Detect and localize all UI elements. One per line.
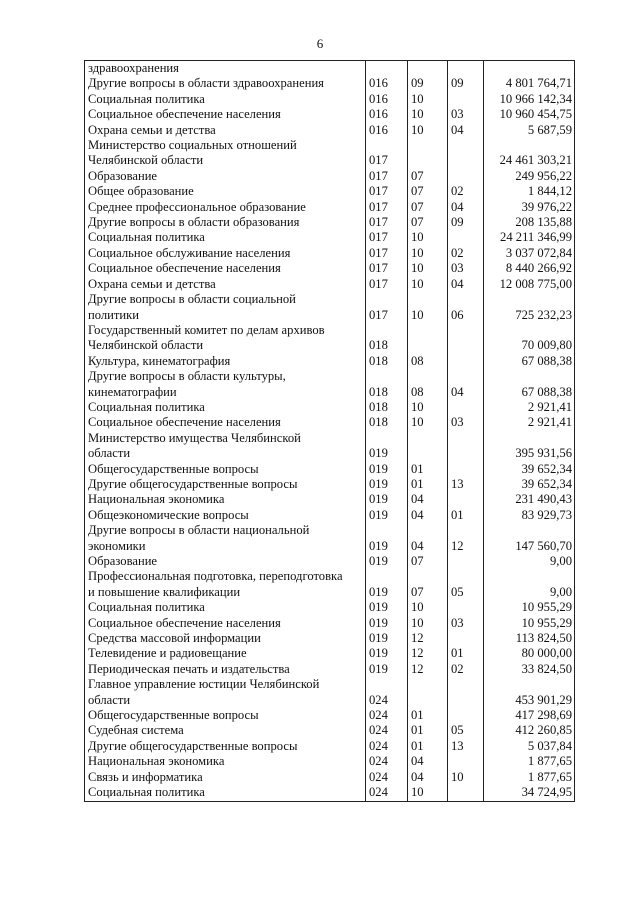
amount: 147 560,70 bbox=[484, 523, 575, 554]
amount: 9,00 bbox=[484, 569, 575, 600]
department-code: 019 bbox=[366, 569, 408, 600]
table-row bbox=[85, 123, 575, 138]
row-name bbox=[85, 169, 366, 184]
subsection-code bbox=[448, 230, 484, 245]
department-code: 019 bbox=[366, 492, 408, 507]
department-code: 016 bbox=[366, 76, 408, 91]
subsection-code bbox=[448, 61, 484, 77]
row-name-line: Образование bbox=[88, 168, 158, 183]
amount: 2 921,41 bbox=[484, 400, 575, 415]
section-code: 04 bbox=[408, 492, 448, 507]
row-name bbox=[85, 369, 366, 400]
row-name bbox=[85, 230, 366, 245]
department-code: 024 bbox=[366, 708, 408, 723]
section-code bbox=[408, 323, 448, 354]
subsection-code bbox=[448, 631, 484, 646]
amount: 412 260,85 bbox=[484, 723, 575, 738]
row-name bbox=[85, 92, 366, 107]
row-name bbox=[85, 708, 366, 723]
table-row bbox=[85, 354, 575, 369]
row-name-line: Периодическая печать и издательства bbox=[88, 661, 290, 676]
table-row bbox=[85, 415, 575, 430]
amount: 12 008 775,00 bbox=[484, 277, 575, 292]
section-code: 01 bbox=[408, 708, 448, 723]
row-name bbox=[85, 770, 366, 785]
row-name bbox=[85, 462, 366, 477]
row-name bbox=[85, 76, 366, 91]
subsection-code: 09 bbox=[448, 76, 484, 91]
row-name-line: Судебная система bbox=[88, 723, 184, 738]
row-name bbox=[85, 616, 366, 631]
department-code: 017 bbox=[366, 230, 408, 245]
subsection-code: 02 bbox=[448, 184, 484, 199]
table-row bbox=[85, 369, 575, 400]
table-row bbox=[85, 477, 575, 492]
department-code: 018 bbox=[366, 415, 408, 430]
amount: 67 088,38 bbox=[484, 354, 575, 369]
row-name-line: Общегосударственные вопросы bbox=[88, 461, 259, 476]
row-name-line: области bbox=[88, 446, 131, 461]
subsection-code: 13 bbox=[448, 477, 484, 492]
table-row bbox=[85, 462, 575, 477]
row-name bbox=[85, 292, 366, 323]
row-name-line: Социальная политика bbox=[88, 600, 205, 615]
row-name bbox=[85, 739, 366, 754]
department-code: 024 bbox=[366, 723, 408, 738]
table-row bbox=[85, 184, 575, 199]
amount: 33 824,50 bbox=[484, 662, 575, 677]
row-name bbox=[85, 662, 366, 677]
table-row bbox=[85, 431, 575, 462]
row-name bbox=[85, 415, 366, 430]
department-code: 019 bbox=[366, 523, 408, 554]
table-row bbox=[85, 292, 575, 323]
table-row bbox=[85, 107, 575, 122]
department-code: 024 bbox=[366, 785, 408, 801]
row-name bbox=[85, 215, 366, 230]
amount: 1 877,65 bbox=[484, 770, 575, 785]
section-code: 01 bbox=[408, 739, 448, 754]
row-name-line: Профессиональная подготовка, переподготовка bbox=[88, 569, 343, 584]
section-code: 04 bbox=[408, 523, 448, 554]
row-name-line: Образование bbox=[88, 554, 158, 568]
table-row bbox=[85, 754, 575, 769]
amount: 417 298,69 bbox=[484, 708, 575, 723]
subsection-code: 03 bbox=[448, 616, 484, 631]
subsection-code: 13 bbox=[448, 739, 484, 754]
department-code: 019 bbox=[366, 662, 408, 677]
row-name-line: Общегосударственные вопросы bbox=[88, 708, 259, 723]
section-code: 10 bbox=[408, 616, 448, 631]
row-name bbox=[85, 261, 366, 276]
department-code: 019 bbox=[366, 477, 408, 492]
row-name-line: Социальное обеспечение населения bbox=[88, 107, 281, 122]
subsection-code bbox=[448, 138, 484, 169]
section-code: 07 bbox=[408, 569, 448, 600]
table-row bbox=[85, 708, 575, 723]
row-name bbox=[85, 677, 366, 708]
subsection-code: 09 bbox=[448, 215, 484, 230]
department-code: 017 bbox=[366, 261, 408, 276]
table-row bbox=[85, 677, 575, 708]
row-name-line: Социальная политика bbox=[88, 91, 205, 106]
amount: 80 000,00 bbox=[484, 646, 575, 661]
section-code: 12 bbox=[408, 646, 448, 661]
row-name bbox=[85, 431, 366, 462]
row-name bbox=[85, 754, 366, 769]
amount: 8 440 266,92 bbox=[484, 261, 575, 276]
table-row bbox=[85, 400, 575, 415]
subsection-code bbox=[448, 462, 484, 477]
table-row bbox=[85, 230, 575, 245]
subsection-code bbox=[448, 785, 484, 801]
row-name-line: Другие вопросы в области культуры, bbox=[88, 369, 286, 384]
department-code: 017 bbox=[366, 200, 408, 215]
department-code: 019 bbox=[366, 462, 408, 477]
row-name-line: Главное управление юстиции Челябинской bbox=[88, 677, 320, 692]
row-name bbox=[85, 600, 366, 615]
amount: 395 931,56 bbox=[484, 431, 575, 462]
section-code: 07 bbox=[408, 169, 448, 184]
amount: 24 461 303,21 bbox=[484, 138, 575, 169]
row-name-line: Другие вопросы в области здравоохранения bbox=[88, 76, 324, 91]
section-code: 04 bbox=[408, 754, 448, 769]
row-name bbox=[85, 523, 366, 554]
department-code: 017 bbox=[366, 246, 408, 261]
amount: 231 490,43 bbox=[484, 492, 575, 507]
row-name-line: Государственный комитет по делам архивов bbox=[88, 322, 325, 337]
row-name-line: экономики bbox=[88, 538, 146, 553]
department-code: 016 bbox=[366, 92, 408, 107]
amount: 5 687,59 bbox=[484, 123, 575, 138]
subsection-code: 01 bbox=[448, 646, 484, 661]
row-name-line: Средства массовой информации bbox=[88, 631, 261, 646]
section-code bbox=[408, 431, 448, 462]
row-name-line: Социальное обеспечение населения bbox=[88, 261, 281, 276]
section-code: 10 bbox=[408, 400, 448, 415]
section-code bbox=[408, 61, 448, 77]
amount: 24 211 346,99 bbox=[484, 230, 575, 245]
row-name bbox=[85, 646, 366, 661]
row-name-line: Культура, кинематография bbox=[88, 353, 231, 368]
table-row bbox=[85, 785, 575, 801]
row-name-line: Другие общегосударственные вопросы bbox=[88, 738, 298, 753]
table-row bbox=[85, 600, 575, 615]
row-name-line: Связь и информатика bbox=[88, 769, 203, 784]
table-row bbox=[85, 169, 575, 184]
department-code: 024 bbox=[366, 739, 408, 754]
amount: 1 877,65 bbox=[484, 754, 575, 769]
department-code: 017 bbox=[366, 184, 408, 199]
row-name-line: Социальная политика bbox=[88, 399, 205, 414]
amount bbox=[484, 61, 575, 77]
department-code: 016 bbox=[366, 123, 408, 138]
amount: 67 088,38 bbox=[484, 369, 575, 400]
table-row bbox=[85, 739, 575, 754]
table-row bbox=[85, 508, 575, 523]
amount: 70 009,80 bbox=[484, 323, 575, 354]
row-name-line: Национальная экономика bbox=[88, 492, 225, 507]
department-code: 018 bbox=[366, 369, 408, 400]
table-row bbox=[85, 323, 575, 354]
amount: 3 037 072,84 bbox=[484, 246, 575, 261]
table-row bbox=[85, 138, 575, 169]
subsection-code: 12 bbox=[448, 523, 484, 554]
table-row bbox=[85, 492, 575, 507]
department-code: 017 bbox=[366, 292, 408, 323]
row-name-line: Социальное обслуживание населения bbox=[88, 245, 291, 260]
subsection-code: 03 bbox=[448, 107, 484, 122]
department-code: 024 bbox=[366, 677, 408, 708]
section-code: 09 bbox=[408, 76, 448, 91]
row-name-line: Другие общегосударственные вопросы bbox=[88, 476, 298, 491]
row-name bbox=[85, 569, 366, 600]
department-code: 019 bbox=[366, 508, 408, 523]
row-name bbox=[85, 200, 366, 215]
row-name-line: здравоохранения bbox=[88, 61, 179, 75]
subsection-code: 04 bbox=[448, 200, 484, 215]
subsection-code bbox=[448, 708, 484, 723]
department-code: 024 bbox=[366, 754, 408, 769]
section-code: 01 bbox=[408, 462, 448, 477]
department-code: 017 bbox=[366, 277, 408, 292]
row-name-line: Челябинской области bbox=[88, 338, 204, 353]
section-code: 08 bbox=[408, 369, 448, 400]
amount: 10 966 142,34 bbox=[484, 92, 575, 107]
amount: 113 824,50 bbox=[484, 631, 575, 646]
budget-table-body bbox=[85, 61, 575, 802]
row-name-line: Среднее профессиональное образование bbox=[88, 199, 306, 214]
table-row bbox=[85, 662, 575, 677]
row-name bbox=[85, 554, 366, 569]
section-code bbox=[408, 138, 448, 169]
amount: 83 929,73 bbox=[484, 508, 575, 523]
amount: 249 956,22 bbox=[484, 169, 575, 184]
subsection-code: 02 bbox=[448, 246, 484, 261]
amount: 5 037,84 bbox=[484, 739, 575, 754]
subsection-code bbox=[448, 677, 484, 708]
row-name-line: Министерство имущества Челябинской bbox=[88, 430, 301, 445]
row-name-line: Охрана семьи и детства bbox=[88, 276, 216, 291]
subsection-code bbox=[448, 431, 484, 462]
subsection-code bbox=[448, 754, 484, 769]
amount: 4 801 764,71 bbox=[484, 76, 575, 91]
section-code: 10 bbox=[408, 277, 448, 292]
section-code: 10 bbox=[408, 123, 448, 138]
row-name-line: Социальное обеспечение населения bbox=[88, 415, 281, 430]
amount: 34 724,95 bbox=[484, 785, 575, 801]
table-row bbox=[85, 723, 575, 738]
section-code bbox=[408, 677, 448, 708]
section-code: 12 bbox=[408, 662, 448, 677]
table-row bbox=[85, 246, 575, 261]
amount: 2 921,41 bbox=[484, 415, 575, 430]
section-code: 10 bbox=[408, 261, 448, 276]
row-name bbox=[85, 723, 366, 738]
table-row bbox=[85, 277, 575, 292]
department-code: 019 bbox=[366, 646, 408, 661]
section-code: 04 bbox=[408, 770, 448, 785]
amount: 10 960 454,75 bbox=[484, 107, 575, 122]
table-row bbox=[85, 76, 575, 91]
amount: 39 652,34 bbox=[484, 462, 575, 477]
section-code: 01 bbox=[408, 723, 448, 738]
subsection-code: 05 bbox=[448, 569, 484, 600]
row-name-line: Социальное обеспечение населения bbox=[88, 615, 281, 630]
table-row bbox=[85, 200, 575, 215]
subsection-code: 03 bbox=[448, 261, 484, 276]
amount: 39 652,34 bbox=[484, 477, 575, 492]
row-name bbox=[85, 107, 366, 122]
department-code: 017 bbox=[366, 169, 408, 184]
subsection-code bbox=[448, 492, 484, 507]
amount: 9,00 bbox=[484, 554, 575, 569]
subsection-code: 05 bbox=[448, 723, 484, 738]
section-code: 04 bbox=[408, 508, 448, 523]
department-code: 019 bbox=[366, 431, 408, 462]
row-name-line: Челябинской области bbox=[88, 153, 204, 168]
table-row bbox=[85, 616, 575, 631]
subsection-code: 02 bbox=[448, 662, 484, 677]
table-row bbox=[85, 61, 575, 77]
amount: 208 135,88 bbox=[484, 215, 575, 230]
department-code: 016 bbox=[366, 107, 408, 122]
subsection-code: 01 bbox=[448, 508, 484, 523]
department-code bbox=[366, 61, 408, 77]
section-code: 10 bbox=[408, 600, 448, 615]
row-name-line: Социальная политика bbox=[88, 230, 205, 245]
section-code: 12 bbox=[408, 631, 448, 646]
table-row bbox=[85, 646, 575, 661]
department-code: 017 bbox=[366, 138, 408, 169]
table-row bbox=[85, 92, 575, 107]
section-code: 10 bbox=[408, 92, 448, 107]
subsection-code bbox=[448, 554, 484, 569]
amount: 10 955,29 bbox=[484, 600, 575, 615]
subsection-code: 06 bbox=[448, 292, 484, 323]
department-code: 018 bbox=[366, 354, 408, 369]
amount: 1 844,12 bbox=[484, 184, 575, 199]
amount: 453 901,29 bbox=[484, 677, 575, 708]
amount: 10 955,29 bbox=[484, 616, 575, 631]
row-name bbox=[85, 61, 366, 77]
row-name-line: Другие вопросы в области социальной bbox=[88, 292, 296, 307]
row-name-line: Социальная политика bbox=[88, 785, 205, 800]
row-name bbox=[85, 354, 366, 369]
row-name bbox=[85, 400, 366, 415]
section-code: 10 bbox=[408, 785, 448, 801]
subsection-code: 04 bbox=[448, 277, 484, 292]
row-name-line: кинематографии bbox=[88, 384, 177, 399]
table-row bbox=[85, 631, 575, 646]
amount: 725 232,23 bbox=[484, 292, 575, 323]
row-name bbox=[85, 277, 366, 292]
subsection-code bbox=[448, 92, 484, 107]
row-name-line: Телевидение и радиовещание bbox=[88, 646, 247, 661]
row-name bbox=[85, 477, 366, 492]
row-name-line: Общеэкономические вопросы bbox=[88, 507, 249, 522]
row-name bbox=[85, 184, 366, 199]
section-code: 10 bbox=[408, 415, 448, 430]
table-row bbox=[85, 261, 575, 276]
table-row bbox=[85, 770, 575, 785]
row-name-line: Другие вопросы в области образования bbox=[88, 215, 300, 230]
department-code: 019 bbox=[366, 554, 408, 569]
department-code: 024 bbox=[366, 770, 408, 785]
row-name bbox=[85, 138, 366, 169]
section-code: 10 bbox=[408, 246, 448, 261]
row-name-line: Министерство социальных отношений bbox=[88, 138, 297, 153]
section-code: 10 bbox=[408, 230, 448, 245]
row-name bbox=[85, 123, 366, 138]
table-row bbox=[85, 554, 575, 569]
department-code: 019 bbox=[366, 631, 408, 646]
section-code: 10 bbox=[408, 107, 448, 122]
subsection-code: 04 bbox=[448, 369, 484, 400]
section-code: 08 bbox=[408, 354, 448, 369]
section-code: 10 bbox=[408, 292, 448, 323]
subsection-code: 10 bbox=[448, 770, 484, 785]
row-name-line: Национальная экономика bbox=[88, 754, 225, 769]
row-name-line: Общее образование bbox=[88, 184, 194, 199]
section-code: 07 bbox=[408, 215, 448, 230]
section-code: 01 bbox=[408, 477, 448, 492]
row-name-line: и повышение квалификации bbox=[88, 584, 241, 599]
subsection-code: 04 bbox=[448, 123, 484, 138]
row-name bbox=[85, 323, 366, 354]
row-name-line: политики bbox=[88, 307, 139, 322]
section-code: 07 bbox=[408, 184, 448, 199]
department-code: 019 bbox=[366, 600, 408, 615]
department-code: 017 bbox=[366, 215, 408, 230]
subsection-code bbox=[448, 354, 484, 369]
row-name bbox=[85, 246, 366, 261]
table-row bbox=[85, 523, 575, 554]
subsection-code: 03 bbox=[448, 415, 484, 430]
subsection-code bbox=[448, 400, 484, 415]
row-name-line: области bbox=[88, 692, 131, 707]
row-name-line: Охрана семьи и детства bbox=[88, 122, 216, 137]
row-name bbox=[85, 631, 366, 646]
row-name-line: Другие вопросы в области национальной bbox=[88, 523, 310, 538]
page-number: 6 bbox=[316, 36, 324, 51]
department-code: 018 bbox=[366, 400, 408, 415]
table-row bbox=[85, 215, 575, 230]
section-code: 07 bbox=[408, 554, 448, 569]
department-code: 019 bbox=[366, 616, 408, 631]
subsection-code bbox=[448, 600, 484, 615]
department-code: 018 bbox=[366, 323, 408, 354]
budget-table bbox=[84, 60, 575, 802]
amount: 39 976,22 bbox=[484, 200, 575, 215]
row-name bbox=[85, 785, 366, 801]
section-code: 07 bbox=[408, 200, 448, 215]
subsection-code bbox=[448, 323, 484, 354]
subsection-code bbox=[448, 169, 484, 184]
row-name bbox=[85, 508, 366, 523]
row-name bbox=[85, 492, 366, 507]
table-row bbox=[85, 569, 575, 600]
